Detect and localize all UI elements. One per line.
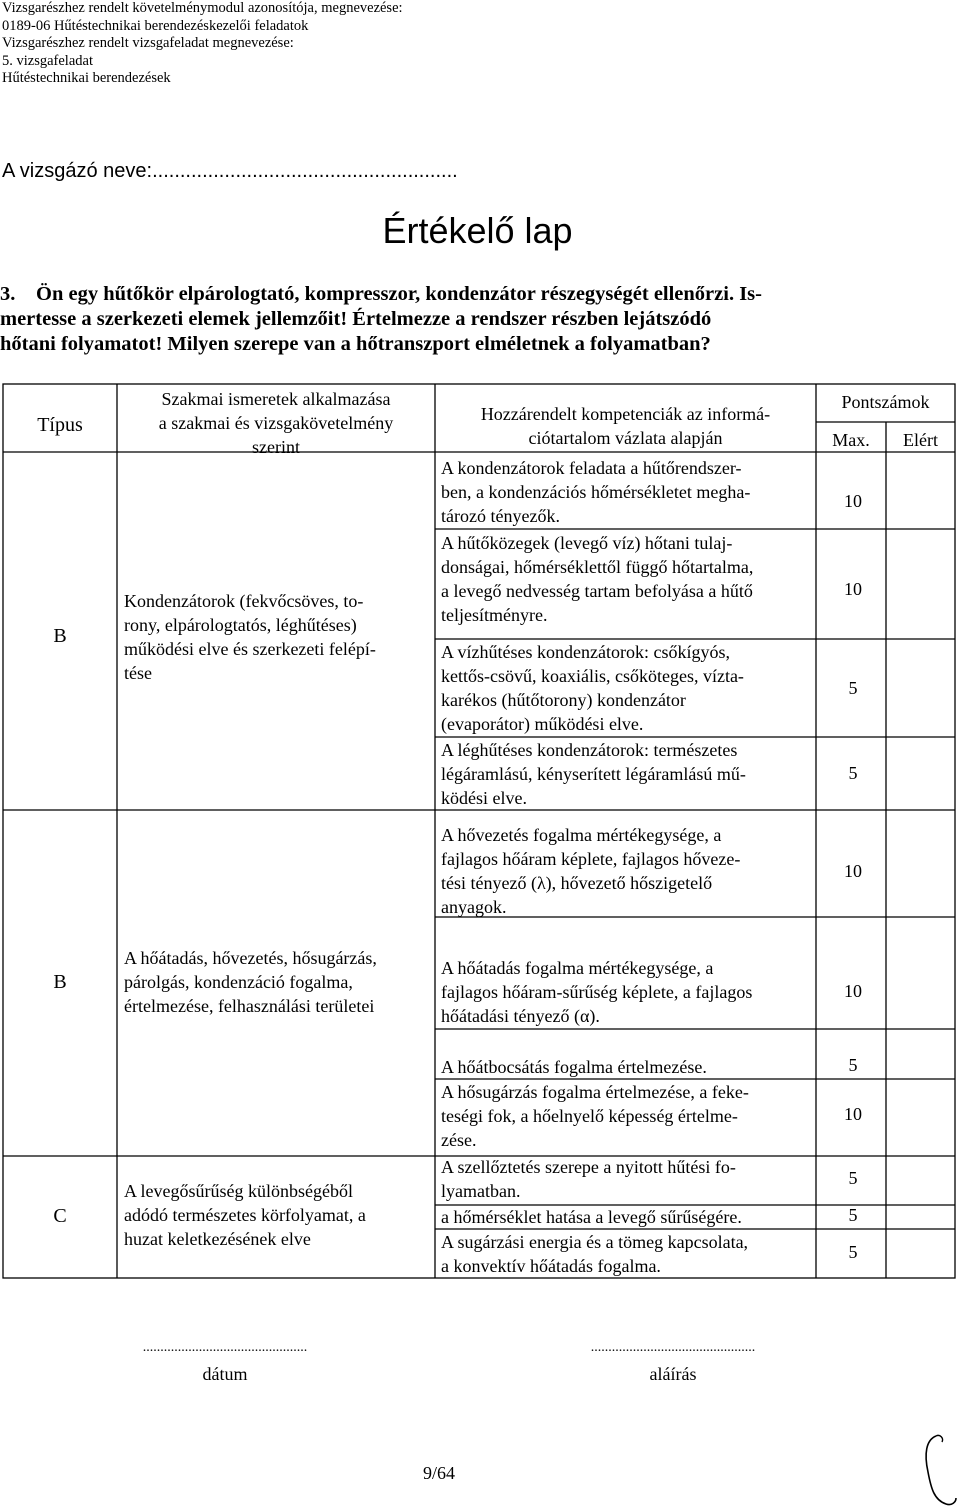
max-points: 5 <box>848 1055 858 1075</box>
competence-line: A vízhűtéses kondenzátorok: csőkígyós, <box>441 642 730 662</box>
page-title-text: Értékelő lap <box>382 210 573 251</box>
header-line: Vizsgarészhez rendelt vizsgafeladat megnevezése: <box>2 35 294 52</box>
competence-line: A hőátadás fogalma mértékegysége, a <box>441 958 714 978</box>
skill-description <box>124 1179 366 1251</box>
max-points: 5 <box>848 1205 858 1225</box>
competence-line: A hőátbocsátás fogalma értelmezése. <box>441 1057 707 1077</box>
skill-line: A levegősűrűség különbségéből <box>124 1181 353 1201</box>
page-title <box>0 210 960 252</box>
competence-line: hőátadási tényező (α). <box>441 1006 600 1026</box>
competence-line: légáramlású, kényserített légáramlású mű- <box>441 764 746 784</box>
max-points: 10 <box>844 491 862 511</box>
competence-line: fajlagos hőáram-sűrűség képlete, a fajlagos <box>441 982 753 1002</box>
competence-row <box>441 1230 748 1278</box>
page-number: 9/64 <box>422 1463 455 1483</box>
skill-line: párolgás, kondenzáció fogalma, <box>124 972 353 992</box>
header-skills-line: szerint <box>252 437 300 457</box>
competence-line: kettős-csövű, koaxiális, csőköteges, víztа- <box>441 666 744 686</box>
header-competence-line: Hozzárendelt kompetenciák az informá- <box>480 404 771 424</box>
competence-line: (evaporátor) működési elve. <box>441 714 644 734</box>
skill-line: értelmezése, felhasználási területei <box>124 996 375 1016</box>
competence-line: A hűtőközegek (levegő víz) hőtani tulaj- <box>441 533 733 553</box>
max-points: 10 <box>844 579 862 599</box>
competence-row <box>441 1205 742 1229</box>
type-letter: B <box>53 971 67 993</box>
skill-line: tése <box>124 663 152 683</box>
competence-line: donságai, hőmérséklettől függő hőtartalma, <box>441 557 754 577</box>
task-number: 3. <box>0 283 16 305</box>
competence-line: teljesítményre. <box>441 605 548 625</box>
header-competence <box>435 402 816 450</box>
header-skills <box>117 387 435 459</box>
header-skills-line: Szakmai ismeretek alkalmazása <box>161 389 391 409</box>
header-skills-line: a szakmai és vizsgakövetelmény <box>158 413 394 433</box>
competence-line: A kondenzátorok feladata a hűtőrendszer- <box>441 458 742 478</box>
date-signature <box>80 1340 370 1385</box>
competence-line: teségi fok, a hőelnyelő képesség értelme- <box>441 1106 738 1126</box>
competence-line: A sugárzási energia és a tömeg kapcsolata, <box>441 1232 749 1252</box>
competence-row <box>441 738 746 810</box>
competence-row <box>441 823 740 919</box>
competence-row <box>441 531 753 627</box>
skill-line: adódó természetes körfolyamat, a <box>124 1205 366 1225</box>
header-points: Pontszámok <box>841 392 930 412</box>
competence-row <box>441 640 744 736</box>
header-type: Típus <box>37 414 83 436</box>
signature-dots: ............................................... <box>590 1340 756 1355</box>
date-label: dátum <box>202 1364 248 1384</box>
date-dots: ............................................... <box>142 1340 308 1355</box>
competence-line: ben, a kondenzációs hőmérsékletet megha- <box>441 482 751 502</box>
signature-label: aláírás <box>649 1364 697 1384</box>
header-line: 5. vizsgafeladat <box>2 52 93 69</box>
header-achieved: Elért <box>903 430 938 450</box>
header-line: Hűtéstechnikai berendezések <box>2 70 171 87</box>
header-competence-line: ciótartalom vázlata alapján <box>528 428 723 448</box>
skill-line: rony, elpárologtatós, léghűtéses) <box>124 615 357 635</box>
competence-line: a levegő nedvesség tartam befolyása a hűtő <box>441 581 753 601</box>
competence-line: A hősugárzás fogalma értelmezése, a feke- <box>441 1082 749 1102</box>
competence-line: anyagok. <box>441 897 507 917</box>
max-points: 5 <box>848 678 858 698</box>
competence-line: karékos (hűtőtorony) kondenzátor <box>441 690 686 710</box>
skill-description <box>124 589 376 685</box>
competence-line: a hőmérséklet hatása a levegő sűrűségére. <box>441 1207 742 1227</box>
candidate-name-field: A vizsgázó neve:....................................................... <box>2 160 458 182</box>
competence-line: fajlagos hőáram képlete, fajlagos hőveze- <box>441 849 741 869</box>
competence-line: A léghűtéses kondenzátorok: természetes <box>441 740 738 760</box>
competence-line: lyamatban. <box>441 1181 521 1201</box>
skill-line: működési elve és szerkezeti felépí- <box>124 639 376 659</box>
max-points: 5 <box>848 1168 858 1188</box>
competence-row <box>441 1080 749 1152</box>
header-line: Vizsgarészhez rendelt követelménymodul azonosítója, megnevezése: <box>2 0 403 16</box>
max-points: 10 <box>844 861 862 881</box>
signature-field <box>528 1340 818 1385</box>
competence-row <box>441 1055 707 1079</box>
handwritten-mark-icon <box>922 1432 958 1508</box>
task-line: mertesse a szerkezeti elemek jellemzőit! Értelmezze a rendszer részben lejátszódó <box>0 308 712 330</box>
competence-line: tési tényező (λ), hővezető hőszigetelő <box>441 873 713 893</box>
max-points: 10 <box>844 981 862 1001</box>
skill-line: Kondenzátorok (fekvőcsöves, to- <box>124 591 364 611</box>
competence-row <box>441 456 750 528</box>
task-description <box>0 282 850 357</box>
task-line: Ön egy hűtőkör elpárologtató, kompresszor, kondenzátor részegységét ellenőrzi. Is- <box>36 283 762 305</box>
competence-line: A hővezetés fogalma mértékegysége, a <box>441 825 722 845</box>
max-points: 10 <box>844 1104 862 1124</box>
type-letter: C <box>53 1205 67 1227</box>
skill-line: A hőátadás, hővezetés, hősugárzás, <box>124 948 377 968</box>
max-points: 5 <box>848 1242 858 1262</box>
competence-line: tározó tényezők. <box>441 506 560 526</box>
task-line: hőtani folyamatot! Milyen szerepe van a hőtranszport elméletnek a folyamatban? <box>0 333 711 355</box>
header-line: 0189-06 Hűtéstechnikai berendezéskezelői feladatok <box>2 17 309 34</box>
competence-row <box>441 1155 736 1203</box>
max-points: 5 <box>848 763 858 783</box>
competence-row <box>441 956 752 1028</box>
skill-description <box>124 946 377 1018</box>
competence-line: ködési elve. <box>441 788 527 808</box>
competence-line: a konvektív hőátadás fogalma. <box>441 1256 661 1276</box>
evaluation-table <box>2 383 956 1279</box>
type-letter: B <box>53 625 67 647</box>
skill-line: huzat keletkezésének elve <box>124 1229 311 1249</box>
header-max: Max. <box>832 430 870 450</box>
competence-line: A szellőztetés szerepe a nyitott hűtési fo- <box>441 1157 736 1177</box>
competence-line: zése. <box>441 1130 477 1150</box>
document-header <box>2 0 403 88</box>
